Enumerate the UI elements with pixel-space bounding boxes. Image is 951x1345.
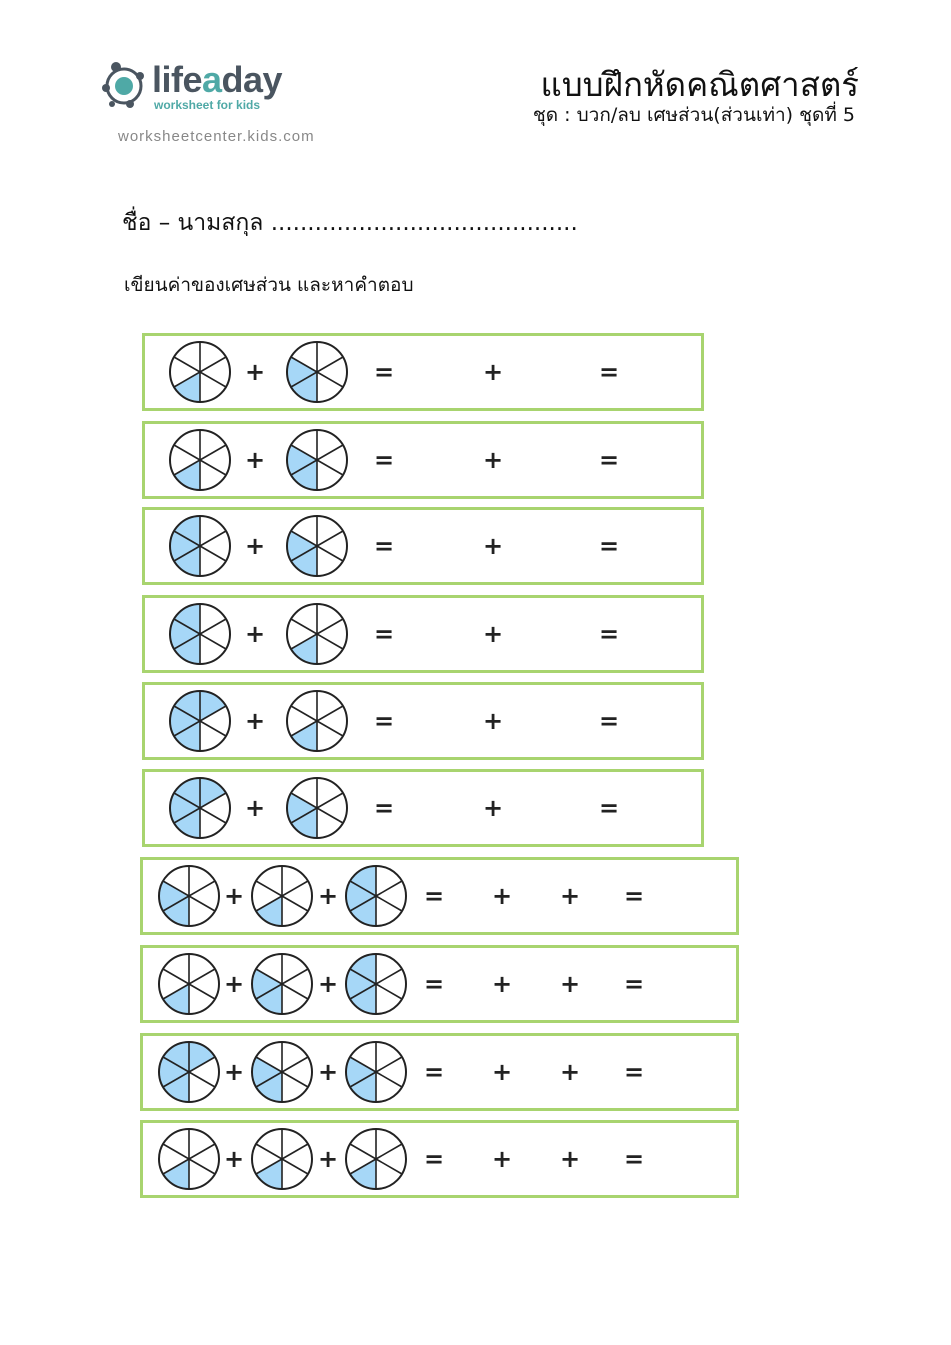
- equals-sign: =: [423, 1058, 445, 1086]
- fraction-circle: [252, 954, 312, 1014]
- sector-divider: [317, 546, 343, 561]
- equals-sign: =: [373, 358, 395, 386]
- equals-sign: =: [423, 970, 445, 998]
- problem-graphic: [145, 772, 701, 844]
- fraction-circle: [170, 430, 230, 490]
- plus-sign: +: [244, 620, 266, 648]
- sector-divider: [376, 1159, 402, 1174]
- problem-row: [140, 1033, 739, 1111]
- plus-sign: +: [559, 882, 581, 910]
- logo-wordmark: lifeaday: [152, 59, 283, 100]
- fraction-circle: [252, 1129, 312, 1189]
- plus-sign: +: [482, 620, 504, 648]
- plus-sign: +: [223, 1058, 245, 1086]
- sector-divider: [282, 984, 308, 999]
- plus-sign: +: [317, 882, 339, 910]
- logo-tagline: worksheet for kids: [154, 98, 261, 112]
- name-field-line: ชื่อ – นามสกุล ..........................................: [122, 210, 578, 236]
- problem-row: [140, 857, 739, 935]
- sector-divider: [163, 1144, 189, 1159]
- problem-row: [142, 507, 704, 585]
- problem-graphic: [145, 598, 701, 670]
- fraction-circle: [287, 342, 347, 402]
- shaded-sector: [200, 691, 226, 721]
- problem-graphic: [145, 510, 701, 582]
- sector-divider: [189, 1159, 215, 1174]
- sector-divider: [282, 1057, 308, 1072]
- sector-divider: [376, 1057, 402, 1072]
- problem-graphic: [145, 424, 701, 496]
- plus-sign: +: [244, 532, 266, 560]
- sector-divider: [200, 445, 226, 460]
- plus-sign: +: [482, 358, 504, 386]
- fraction-circle: [170, 778, 230, 838]
- plus-sign: +: [244, 794, 266, 822]
- instruction-text: เขียนค่าของเศษส่วน และหาคำตอบ: [124, 274, 414, 296]
- shaded-sector: [174, 372, 200, 402]
- equals-sign: =: [623, 1058, 645, 1086]
- sector-divider: [200, 634, 226, 649]
- shaded-sector: [189, 1042, 215, 1072]
- sector-divider: [317, 793, 343, 808]
- sector-divider: [376, 969, 402, 984]
- problem-row: [142, 769, 704, 847]
- problem-row: [142, 333, 704, 411]
- sector-divider: [189, 969, 215, 984]
- fraction-circle: [170, 604, 230, 664]
- sector-divider: [317, 808, 343, 823]
- shaded-sector: [291, 721, 317, 751]
- sector-divider: [200, 721, 226, 736]
- fraction-circle: [159, 1042, 219, 1102]
- equals-sign: =: [373, 707, 395, 735]
- sector-divider: [256, 1144, 282, 1159]
- plus-sign: +: [244, 707, 266, 735]
- sector-divider: [317, 634, 343, 649]
- equals-sign: =: [423, 882, 445, 910]
- sector-divider: [376, 881, 402, 896]
- equals-sign: =: [598, 707, 620, 735]
- equals-sign: =: [623, 882, 645, 910]
- fraction-circle: [287, 691, 347, 751]
- sector-divider: [376, 984, 402, 999]
- fraction-circle: [159, 1129, 219, 1189]
- equals-sign: =: [598, 532, 620, 560]
- sector-divider: [350, 1144, 376, 1159]
- sector-divider: [163, 969, 189, 984]
- sector-divider: [317, 531, 343, 546]
- sector-divider: [291, 706, 317, 721]
- sector-divider: [189, 1072, 215, 1087]
- problem-row: [142, 421, 704, 499]
- shaded-sector: [174, 460, 200, 490]
- fraction-circle: [287, 430, 347, 490]
- problem-graphic: [143, 1123, 736, 1195]
- plus-sign: +: [244, 358, 266, 386]
- plus-sign: +: [482, 446, 504, 474]
- sector-divider: [200, 460, 226, 475]
- equals-sign: =: [598, 620, 620, 648]
- problem-row: [142, 682, 704, 760]
- sector-divider: [189, 881, 215, 896]
- sector-divider: [282, 881, 308, 896]
- shaded-sector: [163, 1159, 189, 1189]
- problem-row: [140, 1120, 739, 1198]
- sector-divider: [282, 896, 308, 911]
- problem-graphic: [145, 685, 701, 757]
- sector-divider: [282, 1159, 308, 1174]
- sector-divider: [200, 372, 226, 387]
- sector-divider: [376, 896, 402, 911]
- fraction-circle: [287, 604, 347, 664]
- plus-sign: +: [491, 1058, 513, 1086]
- fraction-circle: [287, 516, 347, 576]
- fraction-circle: [159, 866, 219, 926]
- faint-url-text: worksheetcenter.kids.com: [118, 128, 315, 145]
- plus-sign: +: [317, 1145, 339, 1173]
- sector-divider: [376, 1072, 402, 1087]
- equals-sign: =: [373, 620, 395, 648]
- sector-divider: [291, 619, 317, 634]
- problem-graphic: [145, 336, 701, 408]
- fraction-circle: [346, 1042, 406, 1102]
- fraction-circle: [252, 866, 312, 926]
- plus-sign: +: [491, 970, 513, 998]
- sector-divider: [317, 619, 343, 634]
- equals-sign: =: [623, 1145, 645, 1173]
- page-subtitle: ชุด : บวก/ลบ เศษส่วน(ส่วนเท่า) ชุดที่ 5: [532, 104, 855, 126]
- problem-graphic: [143, 860, 736, 932]
- plus-sign: +: [482, 532, 504, 560]
- equals-sign: =: [423, 1145, 445, 1173]
- sector-divider: [282, 969, 308, 984]
- logo: [100, 58, 290, 118]
- equals-sign: =: [598, 446, 620, 474]
- sector-divider: [256, 881, 282, 896]
- equals-sign: =: [598, 794, 620, 822]
- equals-sign: =: [373, 532, 395, 560]
- plus-sign: +: [559, 970, 581, 998]
- sector-divider: [200, 546, 226, 561]
- sector-divider: [317, 357, 343, 372]
- shaded-sector: [256, 1159, 282, 1189]
- plus-sign: +: [559, 1058, 581, 1086]
- fraction-circle: [170, 342, 230, 402]
- logo-molecule-icon: [100, 58, 152, 116]
- plus-sign: +: [482, 794, 504, 822]
- sector-divider: [189, 1144, 215, 1159]
- sector-divider: [189, 896, 215, 911]
- sector-divider: [174, 357, 200, 372]
- fraction-circle: [346, 866, 406, 926]
- shaded-sector: [291, 634, 317, 664]
- sector-divider: [317, 721, 343, 736]
- sector-divider: [174, 445, 200, 460]
- sector-divider: [200, 357, 226, 372]
- plus-sign: +: [223, 882, 245, 910]
- shaded-sector: [350, 1159, 376, 1189]
- plus-sign: +: [244, 446, 266, 474]
- sector-divider: [200, 808, 226, 823]
- sector-divider: [200, 619, 226, 634]
- problem-row: [140, 945, 739, 1023]
- sector-divider: [317, 460, 343, 475]
- sector-divider: [317, 706, 343, 721]
- page-title: แบบฝึกหัดคณิตศาสตร์: [540, 65, 859, 104]
- fraction-circle: [170, 516, 230, 576]
- plus-sign: +: [491, 882, 513, 910]
- plus-sign: +: [482, 707, 504, 735]
- fraction-circle: [170, 691, 230, 751]
- sector-divider: [317, 445, 343, 460]
- plus-sign: +: [559, 1145, 581, 1173]
- plus-sign: +: [223, 1145, 245, 1173]
- sector-divider: [282, 1144, 308, 1159]
- plus-sign: +: [317, 970, 339, 998]
- problem-graphic: [143, 948, 736, 1020]
- sector-divider: [317, 372, 343, 387]
- plus-sign: +: [317, 1058, 339, 1086]
- sector-divider: [376, 1144, 402, 1159]
- equals-sign: =: [623, 970, 645, 998]
- sector-divider: [200, 531, 226, 546]
- equals-sign: =: [373, 446, 395, 474]
- shaded-sector: [256, 896, 282, 926]
- equals-sign: =: [598, 358, 620, 386]
- fraction-circle: [159, 954, 219, 1014]
- fraction-circle: [287, 778, 347, 838]
- plus-sign: +: [223, 970, 245, 998]
- sector-divider: [189, 984, 215, 999]
- shaded-sector: [200, 778, 226, 808]
- problem-graphic: [143, 1036, 736, 1108]
- fraction-circle: [252, 1042, 312, 1102]
- sector-divider: [282, 1072, 308, 1087]
- problem-row: [142, 595, 704, 673]
- plus-sign: +: [491, 1145, 513, 1173]
- fraction-circle: [346, 1129, 406, 1189]
- equals-sign: =: [373, 794, 395, 822]
- shaded-sector: [163, 984, 189, 1014]
- fraction-circle: [346, 954, 406, 1014]
